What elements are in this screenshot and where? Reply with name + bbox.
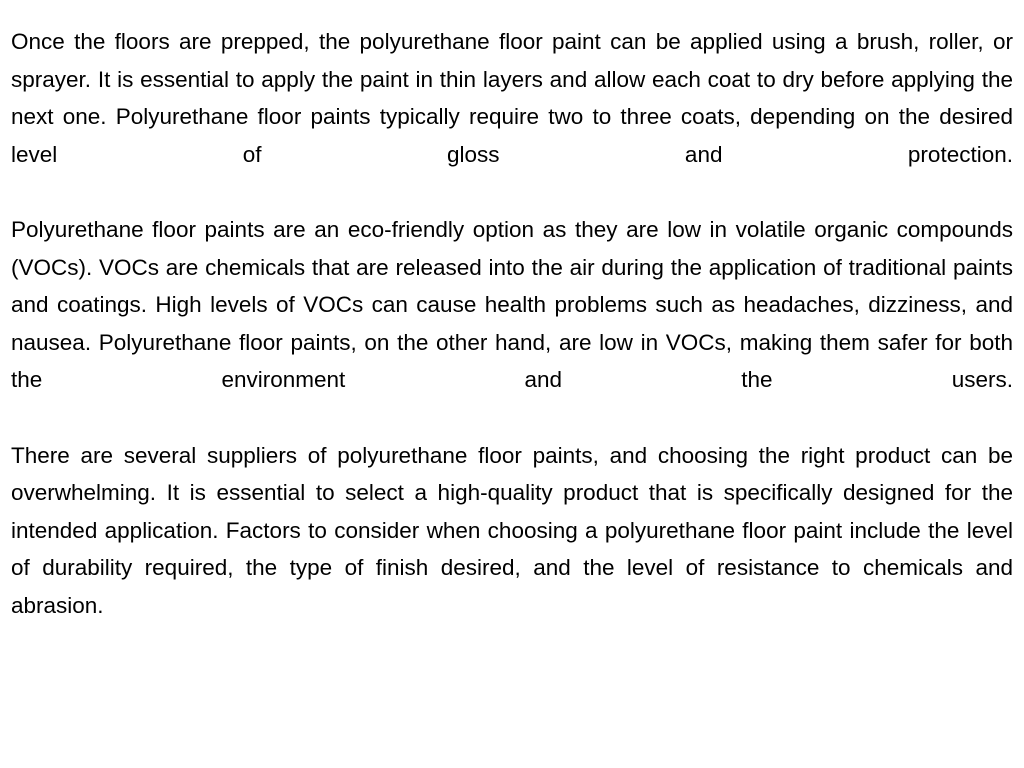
document-body xyxy=(11,23,1013,625)
paragraph-application: Once the floors are prepped, the polyurethane floor paint can be applied using a brush, roller, or sprayer. It is essential to apply the paint in thin layers and allow each coat to dry before applying the next one. Polyurethane floor paints typically require two to three coats, depending on the desired level of gloss and protection. xyxy=(11,29,1013,167)
paragraph-voc: Polyurethane floor paints are an eco-friendly option as they are low in volatile organic compounds (VOCs). VOCs are chemicals that are released into the air during the application of traditional paints and coatings. High levels of VOCs can cause health problems such as headaches, dizziness, and nausea. Polyurethane floor paints, on the other hand, are low in VOCs, making them safer for both the environment and the users. xyxy=(11,216,1013,393)
paragraph-suppliers: There are several suppliers of polyurethane floor paints, and choosing the right product can be overwhelming. It is essential to select a high-quality product that is specifically designed for the intended application. Factors to consider when choosing a polyurethane floor paint include the level of durability required, the type of finish desired, and the level of resistance to chemicals and abrasion. xyxy=(11,442,1013,618)
